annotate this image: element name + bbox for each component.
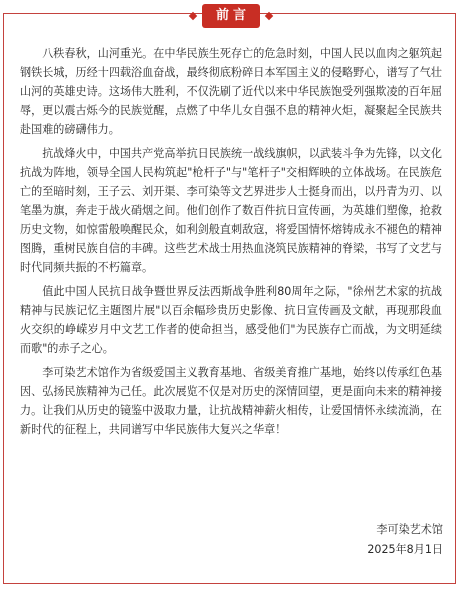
paragraph: 值此中国人民抗日战争暨世界反法西斯战争胜利80周年之际，"徐州艺术家的抗战精神与民族记忆主题图片展"以百余幅珍贵历史影像、抗日宣传画及文献，再现那段血火交织的峥嵘岁月中文艺工作者的使命担当，感受他们"为民族存亡而战，为文明延续而歌"的赤子之心。: [20, 285, 442, 355]
preface-body: [20, 44, 442, 444]
paragraph: 抗战烽火中，中国共产党高举抗日民族统一战线旗帜，以武装斗争为先锋，以文化抗战为阵地，领导全国人民构筑起"枪杆子"与"笔杆子"交相辉映的立体战场。在民族危亡的至暗时刻，王子云、刘开渠、李可染等文艺界进步人士挺身而出，以丹青为刃、以笔墨为旗，奔走于战火硝烟之间。他们创作了数百件抗日宣传画，为英雄们塑像，抢救历史文物，如惊雷般唤醒民众，如利剑般直刺敌寇，将爱国情怀熔铸成永不褪色的精神图腾，重树民族自信的丰碑。这些艺术战士用热血浇筑民族精神的脊梁，书写了文艺与时代同频共振的不朽篇章。: [20, 147, 442, 274]
signature-organization: 李可染艺术馆: [376, 523, 443, 536]
paragraph: 八秩春秋，山河重光。在中华民族生死存亡的危急时刻，中国人民以血肉之躯筑起钢铁长城，历经十四载浴血奋战，最终彻底粉碎日本军国主义的侵略野心，谱写了气壮山河的英雄史诗。这场伟大胜利，不仅洗刷了近代以来中华民族饱受列强欺凌的百年屈辱，更以震古烁今的民族觉醒，点燃了中华儿女自强不息的精神火炬，凝聚起全民族共赴国难的磅礴伟力。: [20, 47, 442, 136]
paragraph: 李可染艺术馆作为省级爱国主义教育基地、省级美育推广基地，始终以传承红色基因、弘扬民族精神为己任。此次展览不仅是对历史的深情回望，更是面向未来的精神接力。让我们从历史的镜鉴中汲取力量，让抗战精神薪火相传，让爱国情怀永续流淌，在新时代的征程上，共同谱写中华民族伟大复兴之华章！: [20, 366, 442, 436]
title-banner: [202, 4, 260, 28]
page-title: 前言: [202, 4, 260, 28]
signature-date: 2025年8月1日: [367, 543, 443, 556]
